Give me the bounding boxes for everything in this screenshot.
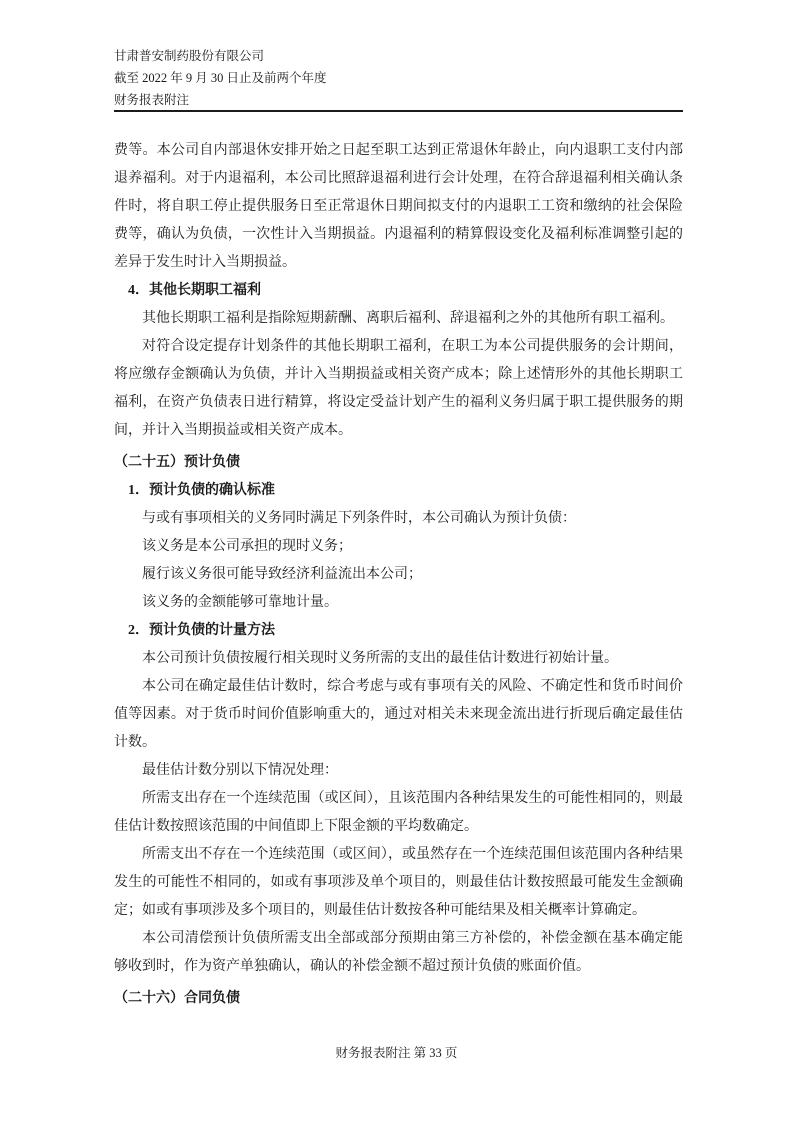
- document-title: 财务报表附注: [114, 93, 190, 107]
- paragraph-internal-retirement-benefits: 费等。本公司自内部退休安排开始之日起至职工达到正常退休年龄止，向内退职工支付内部退养福利。对于内退福利，本公司比照辞退福利进行会计处理，在符合辞退福利相关确认条件时，将自职工停止提供服务日至正常退休日期间拟支付的内退职工工资和缴纳的社会保险费等，确认为负债，一次性计入当期损益。内退福利的精算假设变化及福利标准调整引起的差异于发生时计入当期损益。: [114, 143, 683, 270]
- company-name: 甘肃普安制药股份有限公司: [114, 49, 265, 63]
- heading-other-long-term-employee-benefits: 4．其他长期职工福利: [128, 283, 261, 298]
- paragraph-initial-measurement: 本公司预计负债按履行相关现时义务所需的支出的最佳估计数进行初始计量。: [142, 651, 618, 666]
- paragraph-third-party-reimbursement: 本公司清偿预计负债所需支出全部或部分预期由第三方补偿的，补偿金额在基本确定能够收到时，作为资产单独确认，确认的补偿金额不超过预计负债的账面价值。: [114, 931, 683, 974]
- section-heading-contract-liabilities: （二十六）合同负债: [114, 991, 240, 1006]
- page-header: [114, 45, 683, 111]
- paragraph-best-estimate-cases-intro: 最佳估计数分别以下情况处理：: [142, 763, 338, 778]
- paragraph-provision-recognition-intro: 与或有事项相关的义务同时满足下列条件时，本公司确认为预计负债：: [142, 511, 576, 526]
- document-body: [114, 137, 683, 1013]
- report-period: 截至 2022 年 9 月 30 日止及前两个年度: [114, 71, 327, 85]
- paragraph-best-estimate-factors: 本公司在确定最佳估计数时，综合考虑与或有事项有关的风险、不确定性和货币时间价值等因素。对于货币时间价值影响重大的，通过对相关未来现金流出进行折现后确定最佳估计数。: [114, 679, 683, 750]
- paragraph-other-long-term-benefits-definition: 其他长期职工福利是指除短期薪酬、离职后福利、辞退福利之外的其他所有职工福利。: [142, 311, 674, 326]
- section-heading-provisions: （二十五）预计负债: [114, 455, 240, 470]
- paragraph-condition-present-obligation: 该义务是本公司承担的现时义务；: [142, 539, 352, 554]
- page-footer: [0, 1042, 793, 1064]
- paragraph-continuous-range-case: 所需支出存在一个连续范围（或区间），且该范围内各种结果发生的可能性相同的，则最佳估计数按照该范围的中间值即上下限金额的平均数确定。: [114, 791, 683, 834]
- paragraph-non-continuous-range-case: 所需支出不存在一个连续范围（或区间），或虽然存在一个连续范围但该范围内各种结果发生的可能性不相同的，如或有事项涉及单个项目的，则最佳估计数按照最可能发生金额确定；如或有事项涉及多个项目的，则最佳估计数按各种可能结果及相关概率计算确定。: [114, 847, 683, 918]
- footer-page-label: 财务报表附注 第 33 页: [335, 1046, 458, 1060]
- paragraph-condition-economic-outflow: 履行该义务很可能导致经济利益流出本公司；: [142, 567, 422, 582]
- heading-provision-measurement-method: 2．预计负债的计量方法: [128, 623, 275, 638]
- paragraph-condition-reliable-measurement: 该义务的金额能够可靠地计量。: [142, 595, 338, 610]
- header-divider-rule: [114, 110, 683, 112]
- heading-provision-recognition-criteria: 1．预计负债的确认标准: [128, 483, 275, 498]
- paragraph-other-long-term-benefits-accounting: 对符合设定提存计划条件的其他长期职工福利，在职工为本公司提供服务的会计期间，将应缴存金额确认为负债，并计入当期损益或相关资产成本；除上述情形外的其他长期职工福利，在资产负债表日进行精算，将设定受益计划产生的福利义务归属于职工提供服务的期间，并计入当期损益或相关资产成本。: [114, 339, 683, 438]
